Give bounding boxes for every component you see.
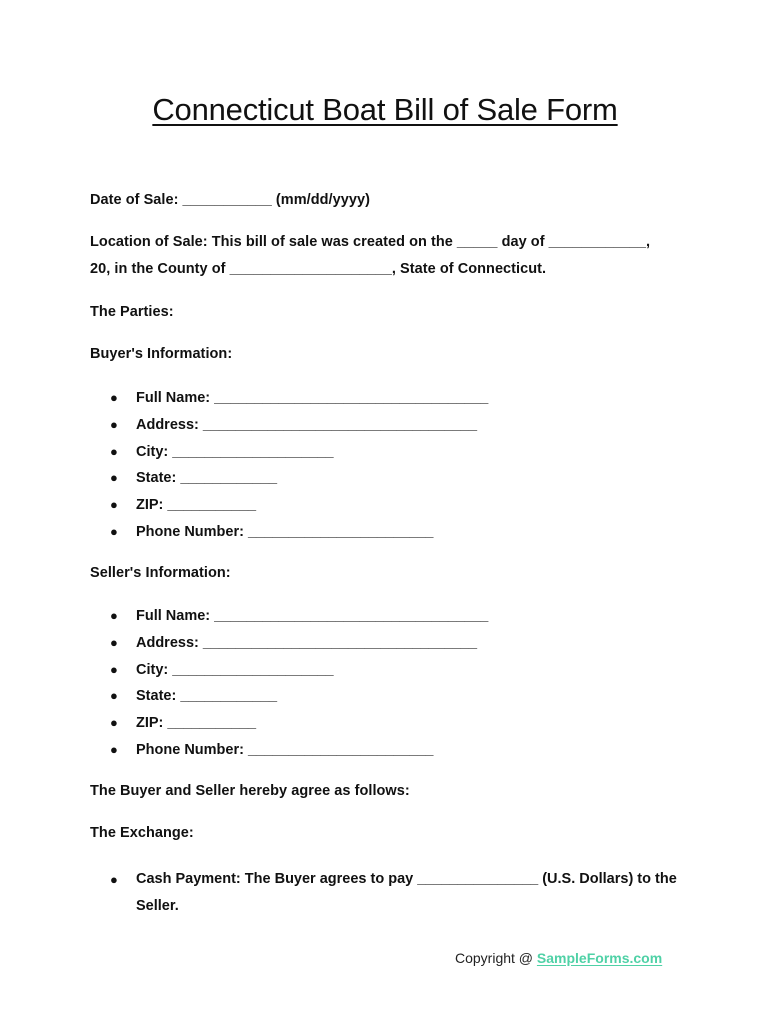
seller-zip-field: ZIP: ___________ bbox=[136, 715, 257, 732]
bullet-icon: ● bbox=[110, 523, 118, 539]
seller-heading: Seller's Information: bbox=[90, 565, 231, 581]
seller-city-field: City: ____________________ bbox=[136, 661, 334, 678]
buyer-heading: Buyer's Information: bbox=[90, 346, 233, 362]
seller-state-field: State: ____________ bbox=[136, 688, 278, 705]
location-line-1: Location of Sale: This bill of sale was created on the _____ day of ____________, bbox=[90, 234, 651, 250]
bullet-icon: ● bbox=[110, 497, 118, 513]
buyer-full-name-field: Full Name: __________________________________ bbox=[136, 390, 489, 406]
bullet-icon: ● bbox=[110, 715, 118, 731]
bullet-icon: ● bbox=[110, 688, 118, 704]
buyer-phone-field: Phone Number: _______________________ bbox=[136, 523, 434, 540]
bullet-icon: ● bbox=[110, 416, 118, 432]
bullet-icon: ● bbox=[110, 741, 118, 757]
buyer-address-field: Address: __________________________________ bbox=[136, 416, 478, 433]
bullet-icon: ● bbox=[110, 608, 118, 623]
page-title: Connecticut Boat Bill of Sale Form bbox=[152, 92, 618, 127]
seller-phone-field: Phone Number: _______________________ bbox=[136, 741, 434, 758]
copyright-prefix: Copyright @ bbox=[455, 950, 537, 966]
seller-address-field: Address: __________________________________ bbox=[136, 634, 478, 651]
bullet-icon: ● bbox=[110, 470, 118, 486]
buyer-zip-field: ZIP: ___________ bbox=[136, 497, 257, 514]
bullet-icon: ● bbox=[110, 634, 118, 650]
bullet-icon: ● bbox=[110, 661, 118, 677]
seller-full-name-field: Full Name: __________________________________ bbox=[136, 608, 489, 624]
buyer-city-field: City: ____________________ bbox=[136, 443, 334, 460]
sampleforms-link[interactable]: SampleForms.com bbox=[536, 950, 663, 966]
date-of-sale-line: Date of Sale: ___________ (mm/dd/yyyy) bbox=[90, 192, 370, 208]
exchange-heading: The Exchange: bbox=[90, 825, 194, 841]
parties-heading: The Parties: bbox=[90, 304, 174, 320]
cash-payment-text: Cash Payment: The Buyer agrees to pay _______________ (U.S. Dollars) to the Seller. bbox=[136, 871, 677, 914]
location-line-2: 20, in the County of ____________________, State of Connecticut. bbox=[90, 261, 547, 277]
bullet-icon: ● bbox=[110, 443, 118, 459]
bullet-icon: ● bbox=[110, 872, 118, 887]
agreement-statement: The Buyer and Seller hereby agree as follows: bbox=[90, 783, 410, 799]
copyright-footer bbox=[455, 950, 662, 966]
buyer-state-field: State: ____________ bbox=[136, 470, 278, 487]
bullet-icon: ● bbox=[110, 390, 118, 405]
